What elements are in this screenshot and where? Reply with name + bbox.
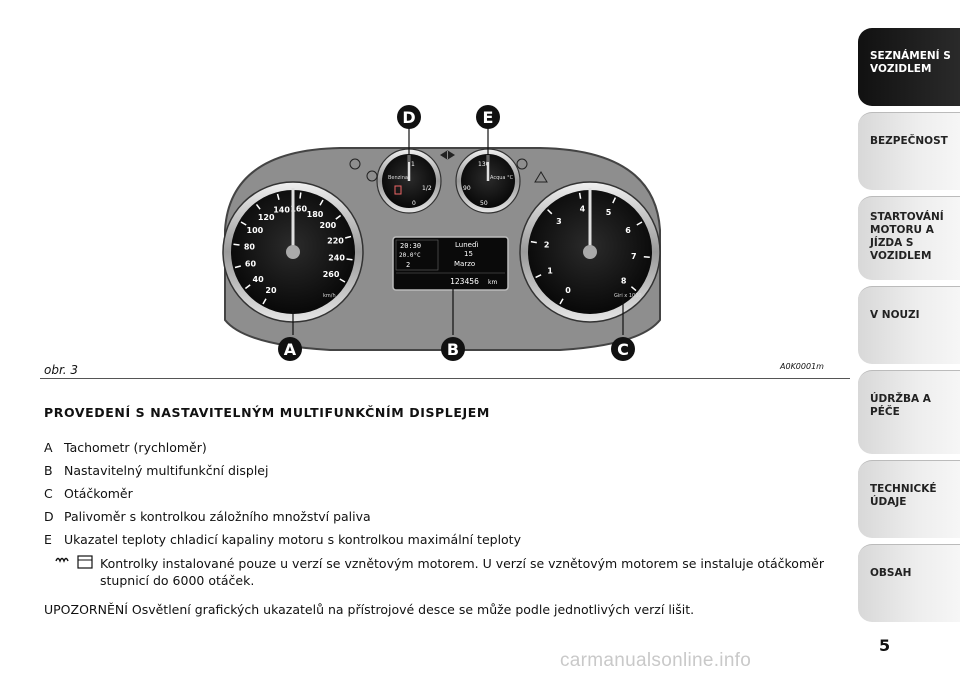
- tab-bezpecnost[interactable]: BEZPEČNOST: [858, 112, 960, 190]
- display-day: Lunedì: [455, 241, 479, 249]
- tachometer-tick-label: 2: [543, 240, 550, 250]
- tab-v-nouzi[interactable]: V NOUZI: [858, 286, 960, 364]
- tachometer-tick-label: 8: [620, 276, 627, 286]
- display-odometer-unit: km: [488, 279, 498, 286]
- fuel-tick-half: 1/2: [422, 185, 432, 192]
- svg-text:D: D: [402, 108, 416, 127]
- tachometer-tick-label: 1: [547, 266, 553, 276]
- speedometer-tick-label: 120: [257, 213, 275, 223]
- figure-caption: obr. 3: [44, 363, 79, 377]
- speedometer-tick-label-mark: [347, 259, 353, 260]
- speedometer-tick-label: 160: [290, 204, 308, 214]
- speedometer-tick-label: 180: [306, 209, 324, 219]
- speedometer-tick-label-mark: [234, 244, 240, 245]
- tachometer-tick-label-mark: [580, 193, 581, 199]
- legend-item: E Ukazatel teploty chladicí kapaliny motoru s kontrolkou maximální teploty: [44, 532, 521, 547]
- display-gear: 2: [406, 261, 411, 269]
- display-odometer: 123456: [450, 277, 479, 286]
- tachometer-tick-label: 4: [579, 204, 586, 214]
- fuel-label: Benzina: [388, 175, 408, 181]
- speedometer-tick-label: 60: [244, 259, 257, 269]
- multifunction-display: [393, 237, 508, 290]
- temp-tick-high: 130: [478, 161, 490, 168]
- legend-list: [44, 436, 844, 551]
- temp-tick-mid: 90: [463, 185, 471, 192]
- legend-item: C Otáčkoměr: [44, 486, 133, 501]
- callout-b: [441, 337, 465, 361]
- tab-startovani[interactable]: STARTOVÁNÍ MOTORU A JÍZDA S VOZIDLEM: [858, 196, 960, 280]
- speedometer-tick-label-mark: [300, 193, 301, 199]
- tacho-unit-label: Giri x 1000: [614, 293, 642, 299]
- speedometer-tick-label: 200: [319, 221, 337, 231]
- tachometer-tick-label: 3: [556, 216, 562, 226]
- tab-obsah[interactable]: OBSAH: [858, 544, 960, 622]
- display-date: 15: [464, 250, 473, 258]
- speedometer-tick-label: 100: [246, 226, 264, 235]
- svg-text:A: A: [283, 340, 297, 359]
- callout-d: [397, 105, 421, 129]
- callout-c: [611, 337, 635, 361]
- svg-text:B: B: [446, 340, 460, 359]
- tachometer-tick-label: 5: [605, 208, 612, 218]
- temp-label: Acqua °C: [490, 175, 514, 181]
- speedometer-tick-label: 260: [322, 270, 340, 279]
- speedometer-tick-label: 220: [327, 236, 344, 246]
- display-month: Marzo: [454, 260, 476, 268]
- figure-code: A0K0001m: [780, 362, 824, 371]
- page-number: 5: [879, 636, 891, 655]
- speed-unit-label: km/h: [323, 293, 336, 299]
- speedometer-tick-label: 20: [265, 286, 277, 296]
- tachometer-tick-label-mark: [531, 242, 537, 243]
- speedometer-dial: [223, 182, 363, 322]
- warning-text: UPOZORNĚNÍ Osvětlení grafických ukazatelů na přístrojové desce se může podle jednotlivých verzí lišit.: [44, 602, 695, 617]
- legend-item: B Nastavitelný multifunkční displej: [44, 463, 269, 478]
- speedometer-tick-label: 40: [252, 274, 264, 284]
- callout-e: [476, 105, 500, 129]
- watermark-text: carmanualsonline.info: [560, 650, 752, 671]
- diesel-version-icon: [52, 555, 100, 573]
- note-text: Kontrolky instalované pouze u verzí se vznětovým motorem. U verzí se vznětovým motorem se instaluje otáčkoměr stupnicí do 6000 otáček.: [100, 556, 824, 588]
- tab-seznameni[interactable]: SEZNÁMENÍ S VOZIDLEM: [858, 28, 960, 106]
- caption-divider: [40, 378, 850, 379]
- display-time: 20:30: [400, 242, 422, 250]
- display-temperature: 20.0°C: [399, 252, 421, 259]
- tab-technicke-udaje[interactable]: TECHNICKÉ ÚDAJE: [858, 460, 960, 538]
- tachometer-dial: [520, 182, 660, 322]
- svg-text:E: E: [482, 108, 494, 127]
- tachometer-tick-label-mark: [644, 257, 650, 258]
- svg-text:C: C: [617, 340, 629, 359]
- tab-udrzba[interactable]: ÚDRŽBA A PÉČE: [858, 370, 960, 454]
- speedometer-tick-label: 140: [273, 205, 290, 215]
- fuel-tick-empty: 0: [412, 200, 416, 207]
- chapter-tabs: [858, 28, 960, 628]
- callout-a: [278, 337, 302, 361]
- speedometer-tick-label: 240: [328, 253, 345, 263]
- tachometer-tick-label: 6: [625, 226, 631, 235]
- section-heading: PROVEDENÍ S NASTAVITELNÝM MULTIFUNKČNÍM DISPLEJEM: [44, 405, 490, 420]
- tachometer-tick-label: 7: [631, 251, 637, 261]
- legend-item: A Tachometr (rychloměr): [44, 440, 207, 455]
- legend-item: D Palivoměr s kontrolkou záložního množství paliva: [44, 509, 371, 524]
- fuel-tick-full: 1: [411, 161, 415, 168]
- instrument-cluster-figure: [40, 80, 850, 380]
- instrument-cluster-drawing: [40, 80, 850, 380]
- tachometer-tick-label: 0: [565, 286, 571, 296]
- diesel-note: [52, 555, 852, 589]
- temp-tick-low: 50: [480, 200, 488, 207]
- speedometer-tick-label: 80: [243, 242, 255, 252]
